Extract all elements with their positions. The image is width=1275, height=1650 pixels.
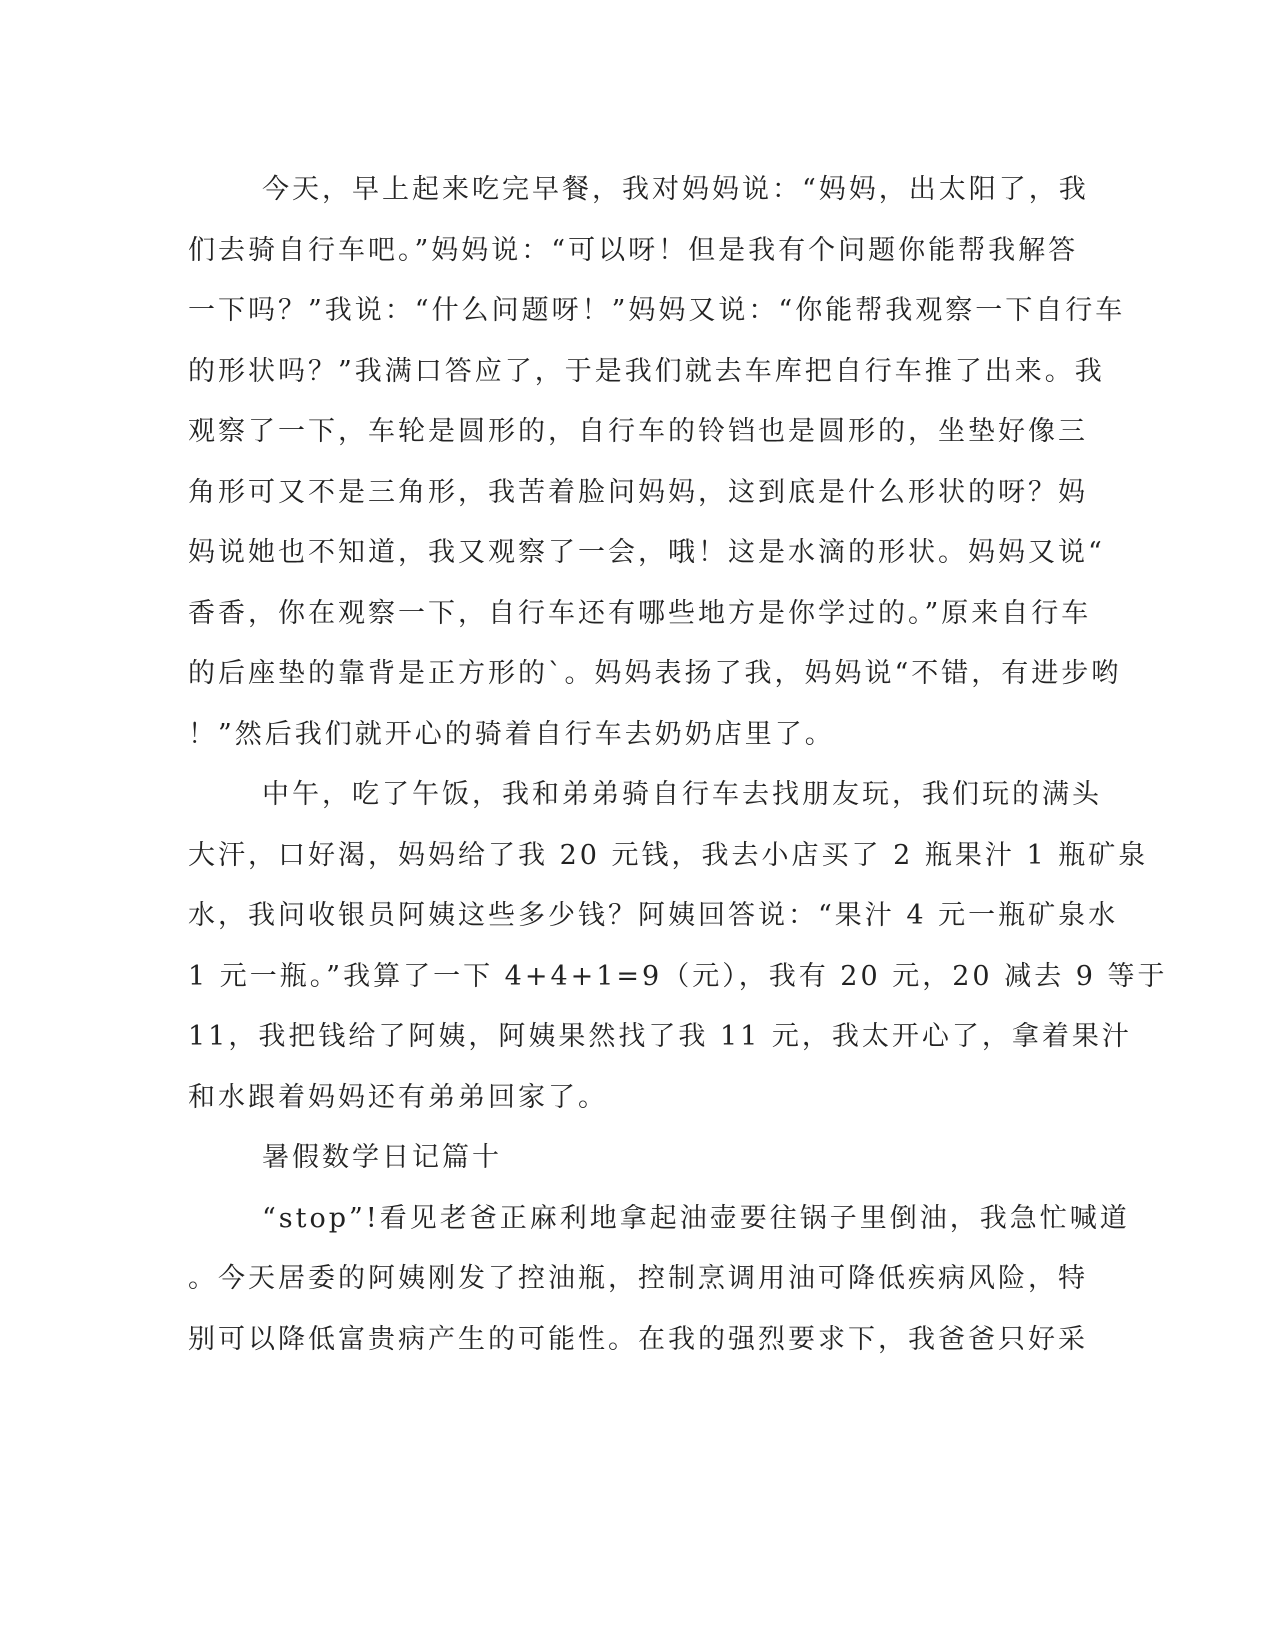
text-line: 们去骑自行车吧。”妈妈说：“可以呀！但是我有个问题你能帮我解答 (188, 234, 1079, 266)
text-line: 别可以降低富贵病产生的可能性。在我的强烈要求下，我爸爸只好采 (188, 1323, 1088, 1355)
text-line: 。今天居委的阿姨刚发了控油瓶，控制烹调用油可降低疾病风险，特 (188, 1263, 1088, 1294)
text-line: 1 元一瓶。”我算了一下 4+4+1=9（元），我有 20 元，20 减去 9 等于 (188, 960, 1168, 992)
text-line: 今天，早上起来吃完早餐，我对妈妈说：“妈妈，出太阳了，我 (262, 174, 1089, 205)
text-line: 的形状吗？”我满口答应了，于是我们就去车库把自行车推了出来。我 (188, 355, 1105, 387)
document-body (188, 160, 1168, 1370)
text-line: 角形可又不是三角形，我苦着脸问妈妈，这到底是什么形状的呀？妈 (188, 476, 1088, 508)
text-line: 大汗，口好渴，妈妈给了我 20 元钱，我去小店买了 2 瓶果汁 1 瓶矿泉 (188, 839, 1149, 871)
section-heading: 暑假数学日记篇十 (262, 1142, 502, 1173)
text-line: “stop”!看见老爸正麻利地拿起油壶要往锅子里倒油，我急忙喊道 (262, 1202, 1130, 1234)
text-line: 观察了一下，车轮是圆形的，自行车的铃铛也是圆形的，坐垫好像三 (188, 416, 1088, 447)
text-line: 中午，吃了午饭，我和弟弟骑自行车去找朋友玩，我们玩的满头 (262, 779, 1102, 810)
text-line: 11，我把钱给了阿姨，阿姨果然找了我 11 元，我太开心了，拿着果汁 (188, 1021, 1132, 1052)
text-line: 一下吗？”我说：“什么问题呀！”妈妈又说：“你能帮我观察一下自行车 (188, 295, 1126, 326)
text-line: 的后座垫的靠背是正方形的`。妈妈表扬了我，妈妈说“不错，有进步哟 (188, 658, 1122, 689)
text-line: 香香，你在观察一下，自行车还有哪些地方是你学过的。”原来自行车 (188, 597, 1092, 629)
text-line: 妈说她也不知道，我又观察了一会，哦！这是水滴的形状。妈妈又说“ (188, 537, 1105, 568)
text-line: ！”然后我们就开心的骑着自行车去奶奶店里了。 (188, 718, 835, 750)
text-line: 水，我问收银员阿姨这些多少钱？阿姨回答说：“果汁 4 元一瓶矿泉水 (188, 900, 1119, 931)
text-line: 和水跟着妈妈还有弟弟回家了。 (188, 1081, 608, 1113)
